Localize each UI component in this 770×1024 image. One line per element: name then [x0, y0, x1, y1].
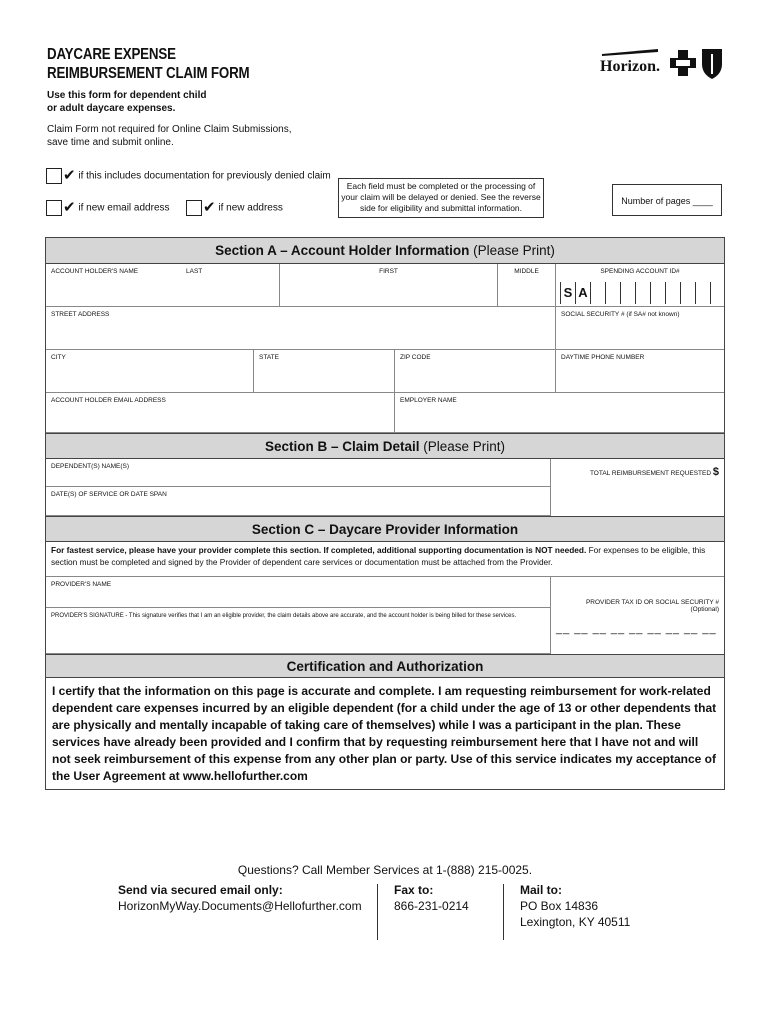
provider-tax-id-field[interactable]: PROVIDER TAX ID OR SOCIAL SECURITY # (Optional) __ __ __ __ __ __ __ __ __ [551, 576, 724, 654]
number-of-pages[interactable]: Number of pages ____ [612, 184, 722, 216]
middle-name-field[interactable]: MIDDLE [498, 264, 556, 307]
first-name-field[interactable]: FIRST [280, 264, 498, 307]
provider-name-field[interactable]: PROVIDER'S NAME [46, 576, 551, 608]
section-a-header: Section A – Account Holder Information (Please Print) [46, 238, 724, 264]
street-address-field[interactable]: STREET ADDRESS [46, 307, 556, 350]
daytime-phone-field[interactable]: DAYTIME PHONE NUMBER [556, 350, 724, 393]
email-address-link[interactable]: HorizonMyWay.Documents@Hellofurther.com [118, 899, 362, 913]
horizon-logo [598, 46, 726, 80]
dependent-names-field[interactable]: DEPENDENT(S) NAME(S) [46, 459, 551, 487]
checkmark-icon: ✔ [203, 199, 216, 216]
new-email-checkbox[interactable] [46, 200, 62, 216]
certification-text: I certify that the information on this page is accurate and complete. I am requesting reimbursement for work-related dependent care expenses incurred by an eligible dependent (for a child under the age of 13 or other dependents that are physically and mentally incapable of taking care of themselves) while I was a participant in the plan. These services have already been provided and I confirm that by requesting reimbursement here that I have not and will not seek reimbursement of this expense from any other plan or party. Use of this service indicates my acceptance of the User Agreement at www.hellofurther.com [52, 684, 717, 783]
section-c-intro: For fastest service, please have your provider complete this section. If completed, additional supporting documentation is NOT needed. For expenses to be eligible, this section must be completed and signed by the Provider of dependent care services or documentation must be attached from the Provider. [51, 545, 706, 567]
fax-contact: Fax to: 866-231-0214 [394, 883, 469, 913]
state-field[interactable]: STATE [254, 350, 395, 393]
certification-header: Certification and Authorization [46, 654, 724, 678]
checkmark-icon: ✔ [63, 199, 76, 216]
instructions-box: Each field must be completed or the processing of your claim will be delayed or denied. See the reverse side for eligibility and submittal information. [338, 178, 544, 218]
new-address-option[interactable]: ✔ if new address [186, 200, 283, 217]
footer-divider [377, 884, 378, 940]
footer-divider [503, 884, 504, 940]
provider-signature-field[interactable]: PROVIDER'S SIGNATURE - This signature verifies that I am an eligible provider, the claim details above are accurate, and the account holder is being billed for these services. [46, 608, 551, 654]
city-field[interactable]: CITY [46, 350, 254, 393]
email-contact: Send via secured email only: HorizonMyWay.Documents@Hellofurther.com [118, 883, 362, 913]
dates-of-service-field[interactable]: DATE(S) OF SERVICE OR DATE SPAN [46, 487, 551, 516]
claim-form [45, 237, 725, 790]
employer-name-field[interactable]: EMPLOYER NAME [395, 393, 724, 433]
logo-text: Horizon. [600, 58, 660, 75]
online-note: Claim Form not required for Online Claim Submissions, save time and submit online. [47, 124, 292, 148]
checkmark-icon: ✔ [63, 167, 76, 184]
denied-claim-option[interactable]: ✔ if this includes documentation for previously denied claim [46, 168, 331, 185]
new-address-checkbox[interactable] [186, 200, 202, 216]
zip-code-field[interactable]: ZIP CODE [395, 350, 556, 393]
section-b-header: Section B – Claim Detail (Please Print) [46, 433, 724, 459]
denied-claim-checkbox[interactable] [46, 168, 62, 184]
new-email-option[interactable]: ✔ if new email address [46, 200, 170, 217]
social-security-field[interactable]: SOCIAL SECURITY # (if SA# not known) [556, 307, 724, 350]
account-email-field[interactable]: ACCOUNT HOLDER EMAIL ADDRESS [46, 393, 395, 433]
section-c-header: Section C – Daycare Provider Information [46, 516, 724, 542]
form-title: DAYCARE EXPENSE REIMBURSEMENT CLAIM FORM [47, 46, 250, 82]
form-subtitle: Use this form for dependent child or adult daycare expenses. [47, 90, 207, 114]
questions-line: Questions? Call Member Services at 1-(888) 215-0025. [237, 863, 533, 877]
account-holder-name-field[interactable]: ACCOUNT HOLDER'S NAME LAST [46, 264, 280, 307]
total-reimbursement-field[interactable]: TOTAL REIMBURSEMENT REQUESTED $ [589, 466, 719, 478]
mail-contact: Mail to: PO Box 14836 Lexington, KY 40511 [520, 883, 631, 929]
spending-account-id-field[interactable]: SPENDING ACCOUNT ID# S A [556, 264, 724, 307]
